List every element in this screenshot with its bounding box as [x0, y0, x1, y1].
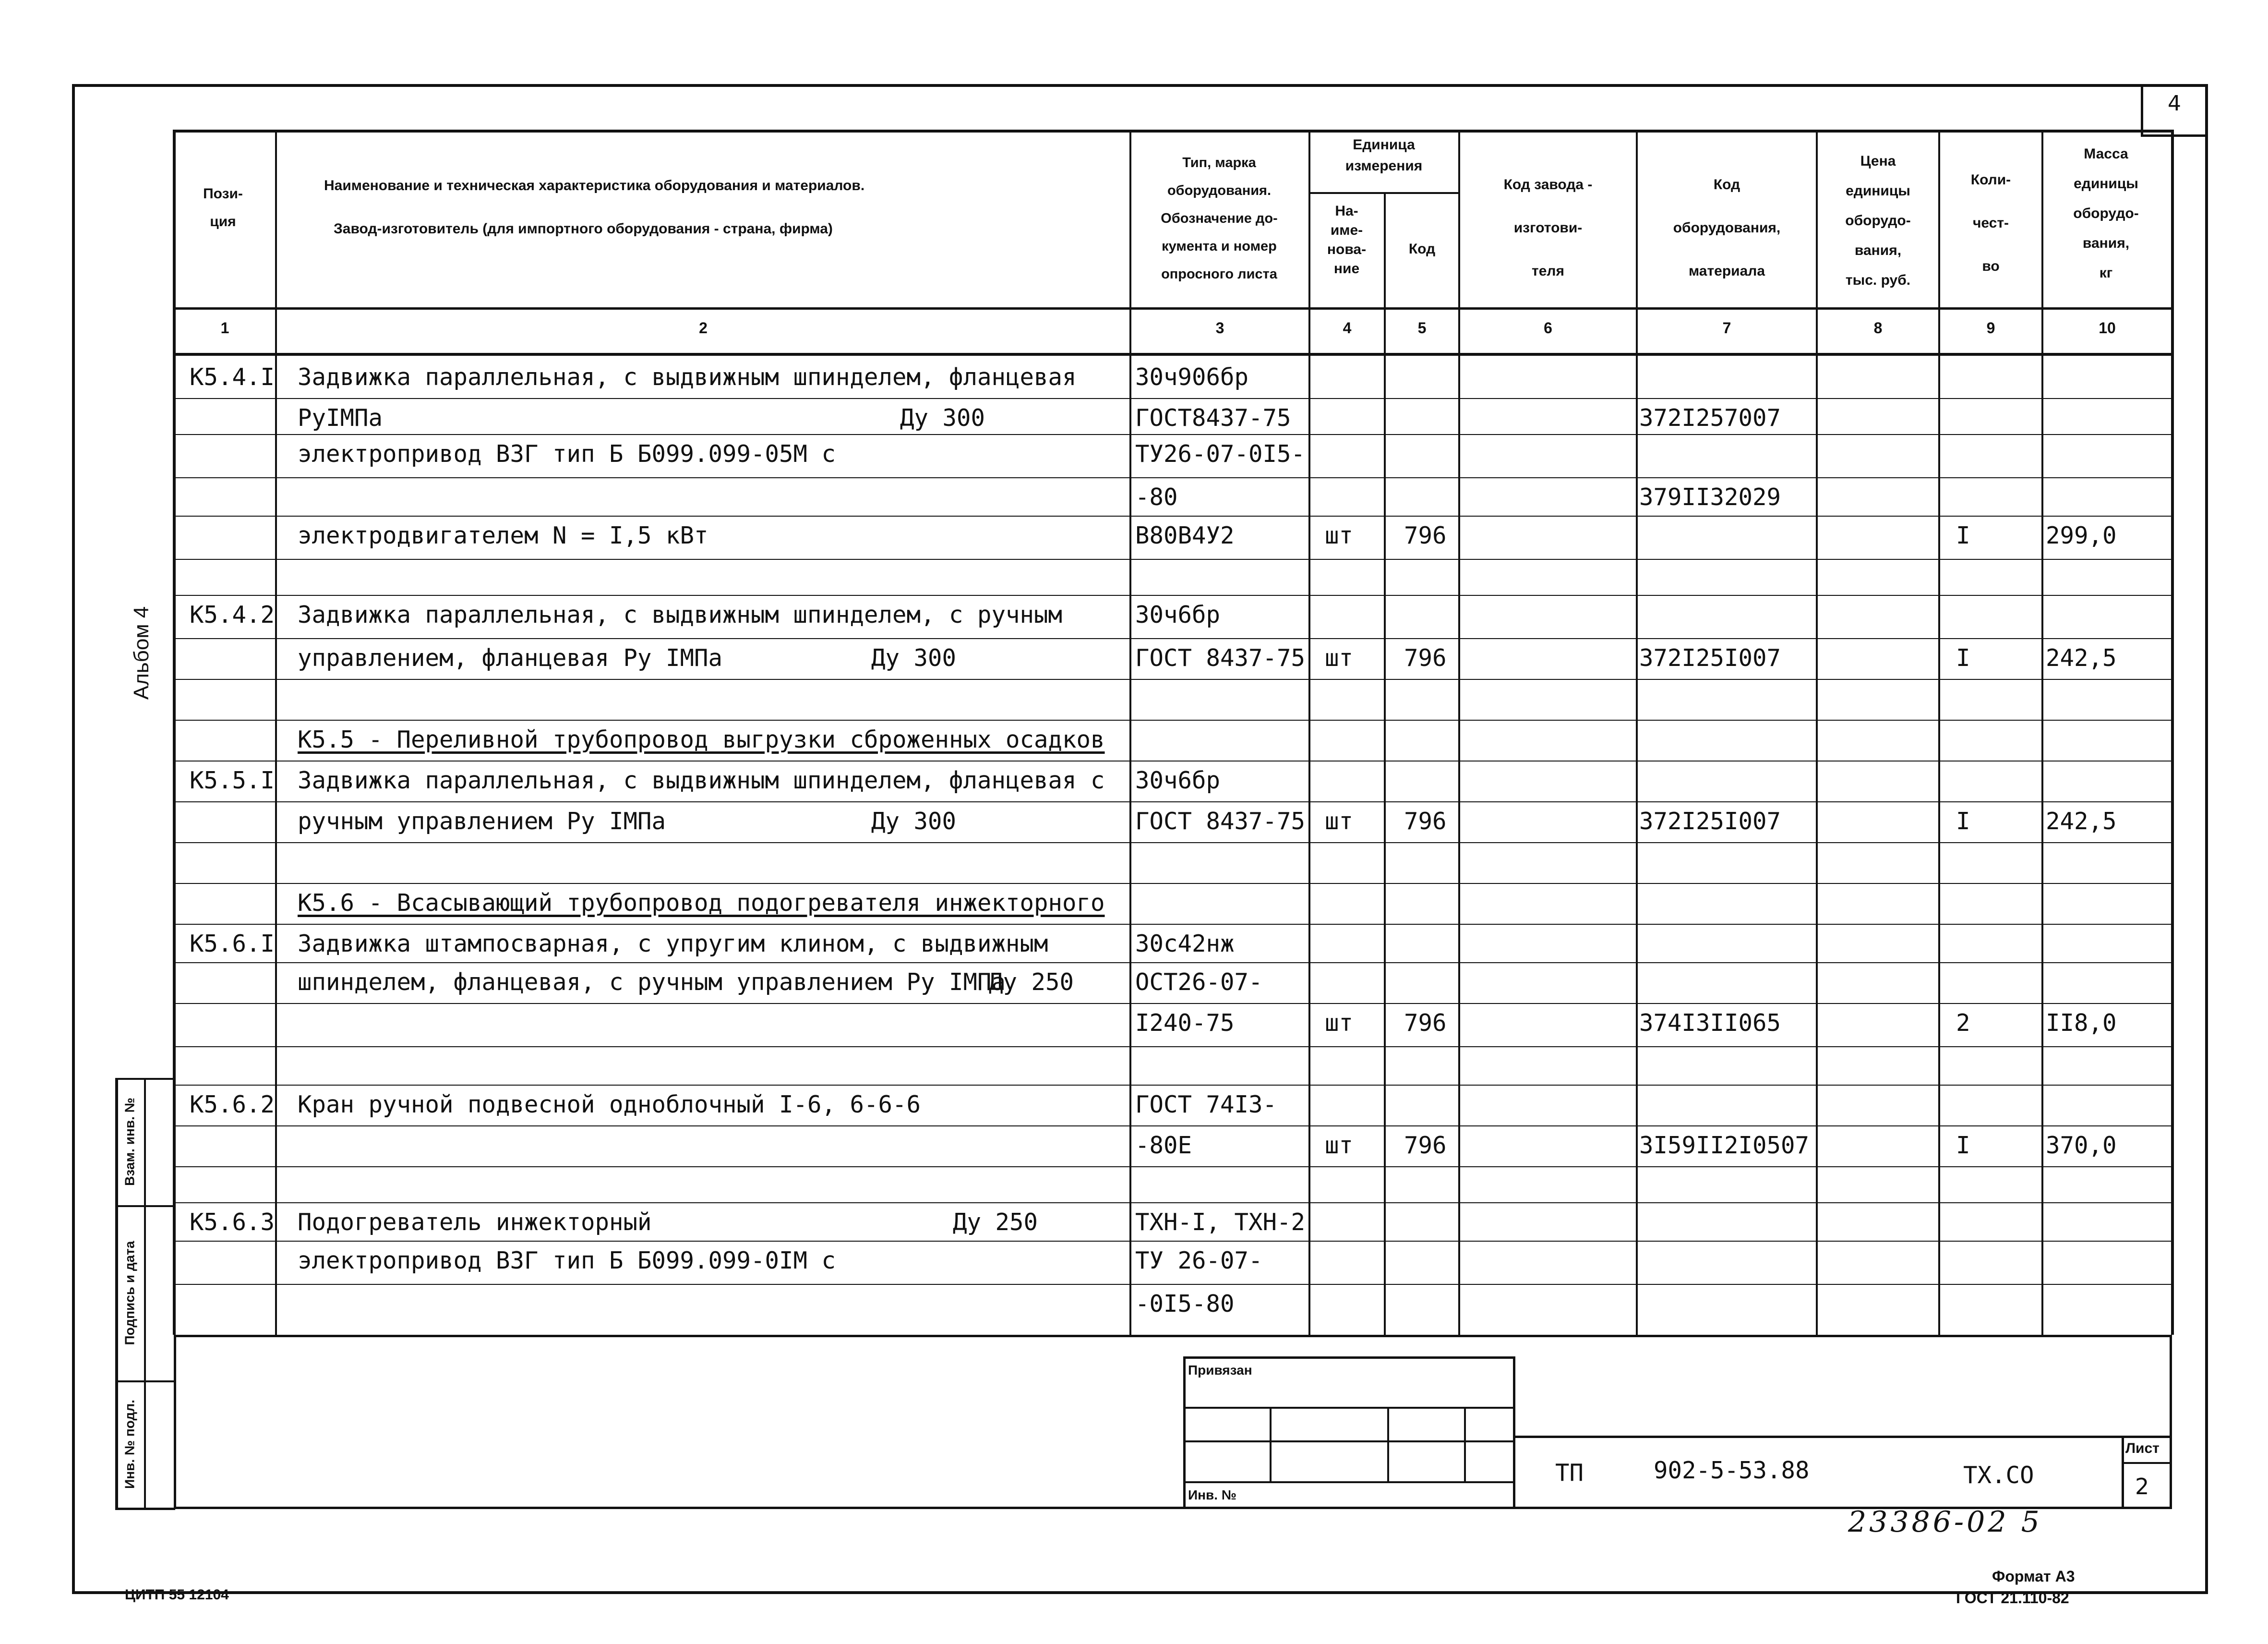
cell-name: Кран ручной подвесной одноблочный I-6, 6-6-6 — [298, 1091, 921, 1118]
cell-type: ГОСТ 8437-75 — [1135, 644, 1306, 672]
cell-unit-code: 796 — [1404, 1132, 1447, 1159]
cell-name: Задвижка параллельная, с выдвижным шпинделем, фланцевая — [298, 363, 1077, 391]
row-rule — [174, 1202, 2172, 1203]
row-rule — [174, 801, 2172, 802]
cell-type: -0I5-80 — [1135, 1290, 1235, 1318]
cell-unit-code: 796 — [1404, 522, 1447, 549]
row-rule — [174, 962, 2172, 963]
footer-format: Формат А3 — [1992, 1568, 2075, 1585]
column-rule — [1636, 130, 1638, 1335]
header-unit-name: На- име- нова- ние — [1327, 203, 1367, 277]
title-rule — [1513, 1436, 2172, 1438]
cell-position: К5.6.2 — [190, 1091, 275, 1118]
cell-name: Задвижка штампосварная, с упругим клином, с выдвижным — [298, 930, 1048, 957]
title-rule — [1270, 1407, 1272, 1481]
cell-unit-code: 796 — [1404, 644, 1447, 672]
title-rule — [1183, 1356, 1514, 1359]
cell-type: ОСТ26-07- — [1135, 968, 1263, 996]
title-rule — [174, 1335, 176, 1508]
table-top-rule — [174, 130, 2172, 133]
row-rule — [174, 1046, 2172, 1047]
cell-type: -80 — [1135, 484, 1178, 511]
document-number: 902-5-53.88 — [1654, 1457, 1810, 1484]
cell-nominal-diameter: Ду 300 — [871, 808, 957, 835]
cell-equipment-code: 3I59II2I0507 — [1639, 1132, 1810, 1159]
header-mass: Масса единицы оборудо- вания, кг — [2073, 146, 2139, 281]
row-rule — [174, 1241, 2172, 1242]
row-rule — [174, 516, 2172, 517]
column-rule — [1384, 192, 1386, 1335]
column-number: 4 — [1343, 319, 1352, 337]
header-price: Цена единицы оборудо- вания, тыс. руб. — [1845, 153, 1911, 288]
cell-name: Подогреватель инжекторный — [298, 1209, 652, 1236]
header-type: Тип, марка оборудования. Обозначение до- кумента и номер опросного листа — [1161, 155, 1278, 282]
section-heading: К5.5 - Переливной трубопровод выгрузки сброженных осадков — [298, 726, 1105, 753]
cell-unit-name: шт — [1325, 522, 1354, 549]
column-rule — [1129, 130, 1131, 1335]
cell-nominal-diameter: Ду 250 — [953, 1209, 1038, 1236]
cell-type: 30ч6бр — [1135, 767, 1221, 794]
cell-quantity: 2 — [1956, 1009, 1970, 1037]
row-rule — [174, 1003, 2172, 1004]
header-factory-code: Код завода - изготови- теля — [1503, 177, 1593, 279]
cell-nominal-diameter: Ду 250 — [989, 968, 1074, 996]
header-unit-code: Код — [1408, 241, 1436, 257]
cell-equipment-code: 372I25I007 — [1639, 644, 1781, 672]
row-rule — [174, 761, 2172, 762]
cell-unit-code: 796 — [1404, 1009, 1447, 1037]
cell-unit-name: шт — [1325, 1009, 1354, 1037]
cell-unit-name: шт — [1325, 644, 1354, 672]
cell-type: ТУ 26-07- — [1135, 1247, 1263, 1274]
cell-mass: 299,0 — [2046, 522, 2117, 549]
cell-unit-name: шт — [1325, 1132, 1354, 1159]
cell-type: 30ч6бр — [1135, 601, 1221, 629]
header-name-line2: Завод-изготовитель (для импортного оборудования - страна, фирма) — [334, 221, 833, 237]
cell-nominal-diameter: Ду 300 — [900, 404, 985, 432]
row-rule — [174, 924, 2172, 925]
column-number: 6 — [1544, 319, 1552, 337]
cell-name: РуIМПа — [298, 404, 383, 432]
row-rule — [174, 842, 2172, 843]
footer-printer: ЦИТП 55 12104 — [125, 1587, 229, 1603]
column-rule — [1308, 130, 1310, 1335]
column-rule — [1938, 130, 1940, 1335]
row-rule — [174, 1125, 2172, 1126]
column-number: 9 — [1986, 319, 1995, 337]
column-number: 5 — [1417, 319, 1427, 337]
cell-quantity: I — [1956, 1132, 1970, 1159]
header-quantity: Коли- чест- во — [1970, 172, 2011, 274]
row-rule — [174, 1085, 2172, 1086]
cell-position: К5.4.2 — [190, 601, 275, 629]
cell-position: К5.5.I — [190, 767, 275, 794]
tp-label: ТП — [1555, 1459, 1584, 1487]
cell-type: В80В4У2 — [1135, 522, 1235, 549]
column-rule — [2171, 130, 2174, 1335]
cell-equipment-code: 374I3II065 — [1639, 1009, 1781, 1037]
cell-equipment-code: 372I257007 — [1639, 404, 1781, 432]
row-rule — [174, 595, 2172, 596]
document-mark: ТХ.СО — [1963, 1462, 2034, 1489]
cell-position: К5.6.I — [190, 930, 275, 957]
header-name-line1: Наименование и техническая характеристика оборудования и материалов. — [324, 178, 865, 193]
cell-quantity: I — [1956, 808, 1970, 835]
sheet-number: 4 — [2168, 91, 2181, 116]
cell-unit-code: 796 — [1404, 808, 1447, 835]
header-bottom-rule — [174, 307, 2172, 310]
header-position: Пози- ция — [203, 186, 243, 230]
album-label: Альбом 4 — [130, 606, 153, 700]
column-number: 3 — [1215, 319, 1224, 337]
row-rule — [174, 1166, 2172, 1167]
cell-name: электропривод ВЗГ тип Б Б099.099-0IМ с — [298, 1247, 836, 1274]
row-rule — [174, 398, 2172, 399]
column-rule — [2041, 130, 2043, 1335]
cell-nominal-diameter: Ду 300 — [871, 644, 957, 672]
row-rule — [174, 883, 2172, 884]
cell-type: ГОСТ8437-75 — [1135, 404, 1291, 432]
cell-name: электропривод ВЗГ тип Б Б099.099-05М с — [298, 440, 836, 468]
header-equipment-code: Код оборудования, материала — [1673, 177, 1781, 279]
cell-type: ГОСТ 8437-75 — [1135, 808, 1306, 835]
table-bottom-rule — [174, 1335, 2172, 1337]
row-rule — [174, 559, 2172, 560]
column-number: 10 — [2099, 319, 2116, 337]
cell-type: 30ч906бр — [1135, 363, 1249, 391]
row-rule — [174, 1284, 2172, 1285]
row-rule — [174, 638, 2172, 639]
cell-name: ручным управлением Ру IМПа — [298, 808, 666, 835]
column-rule — [275, 130, 277, 1335]
row-rule — [174, 679, 2172, 680]
cell-name: шпинделем, фланцевая, с ручным управлением Ру IМПа — [298, 968, 1006, 996]
cell-type: 30с42нж — [1135, 930, 1235, 957]
title-rule — [1387, 1407, 1389, 1481]
title-rule — [1183, 1481, 1514, 1483]
column-number: 1 — [220, 319, 229, 337]
row-rule — [174, 477, 2172, 478]
title-rule — [2122, 1462, 2172, 1464]
cell-type: ГОСТ 74I3- — [1135, 1091, 1277, 1118]
stamp-vzam-label: Взам. инв. № — [122, 1098, 137, 1186]
title-rule — [1183, 1356, 1186, 1508]
cell-position: К5.4.I — [190, 363, 275, 391]
title-rule — [2122, 1436, 2124, 1508]
cell-quantity: I — [1956, 644, 1970, 672]
list-value: 2 — [2135, 1474, 2149, 1499]
cell-equipment-code: 372I25I007 — [1639, 808, 1781, 835]
privyazan-label: Привязан — [1188, 1363, 1252, 1378]
cell-mass: 370,0 — [2046, 1132, 2117, 1159]
inv-no-label: Инв. № — [1188, 1487, 1237, 1502]
section-heading: К5.6 - Всасывающий трубопровод подогревателя инжекторного — [298, 889, 1105, 917]
cell-type: ТУ26-07-0I5- — [1135, 440, 1306, 468]
column-number: 2 — [699, 319, 708, 337]
cell-quantity: I — [1956, 522, 1970, 549]
cell-mass: II8,0 — [2046, 1009, 2117, 1037]
cell-name: управлением, фланцевая Ру IМПа — [298, 644, 723, 672]
side-stamp-rule — [115, 1078, 118, 1510]
column-number: 7 — [1722, 319, 1731, 337]
sheet-frame — [72, 84, 2208, 1594]
cell-position: К5.6.3 — [190, 1209, 275, 1236]
column-number-rule — [174, 353, 2172, 356]
handwritten-archive-number: 23386-02 5 — [1848, 1505, 2042, 1539]
list-label: Лист — [2125, 1440, 2160, 1456]
side-stamp-rule — [115, 1508, 175, 1510]
row-rule — [174, 434, 2172, 435]
title-rule — [1513, 1356, 1515, 1508]
cell-type: ТХН-I, ТХН-2 — [1135, 1209, 1306, 1236]
header-unit-group: Единица измерения — [1345, 137, 1423, 174]
cell-equipment-code: 379II32029 — [1639, 484, 1781, 511]
column-number: 8 — [1873, 319, 1883, 337]
cell-mass: 242,5 — [2046, 644, 2117, 672]
column-rule — [173, 130, 176, 1335]
cell-unit-name: шт — [1325, 808, 1354, 835]
cell-name: электродвигателем N = I,5 кВт — [298, 522, 708, 549]
cell-mass: 242,5 — [2046, 808, 2117, 835]
title-rule — [2170, 1335, 2172, 1508]
stamp-signature-label: Подпись и дата — [122, 1241, 137, 1345]
cell-name: Задвижка параллельная, с выдвижным шпинделем, с ручным — [298, 601, 1063, 629]
footer-gost: ГОСТ 21.110-82 — [1956, 1589, 2069, 1607]
cell-type: I240-75 — [1135, 1009, 1235, 1037]
stamp-inventory-label: Инв. № подл. — [122, 1400, 137, 1489]
title-rule — [1464, 1407, 1466, 1481]
column-rule — [1458, 130, 1460, 1335]
cell-name: Задвижка параллельная, с выдвижным шпинделем, фланцевая с — [298, 767, 1105, 794]
side-stamp-rule — [144, 1078, 146, 1510]
row-rule — [174, 720, 2172, 721]
cell-type: -80Е — [1135, 1132, 1192, 1159]
column-rule — [1816, 130, 1818, 1335]
